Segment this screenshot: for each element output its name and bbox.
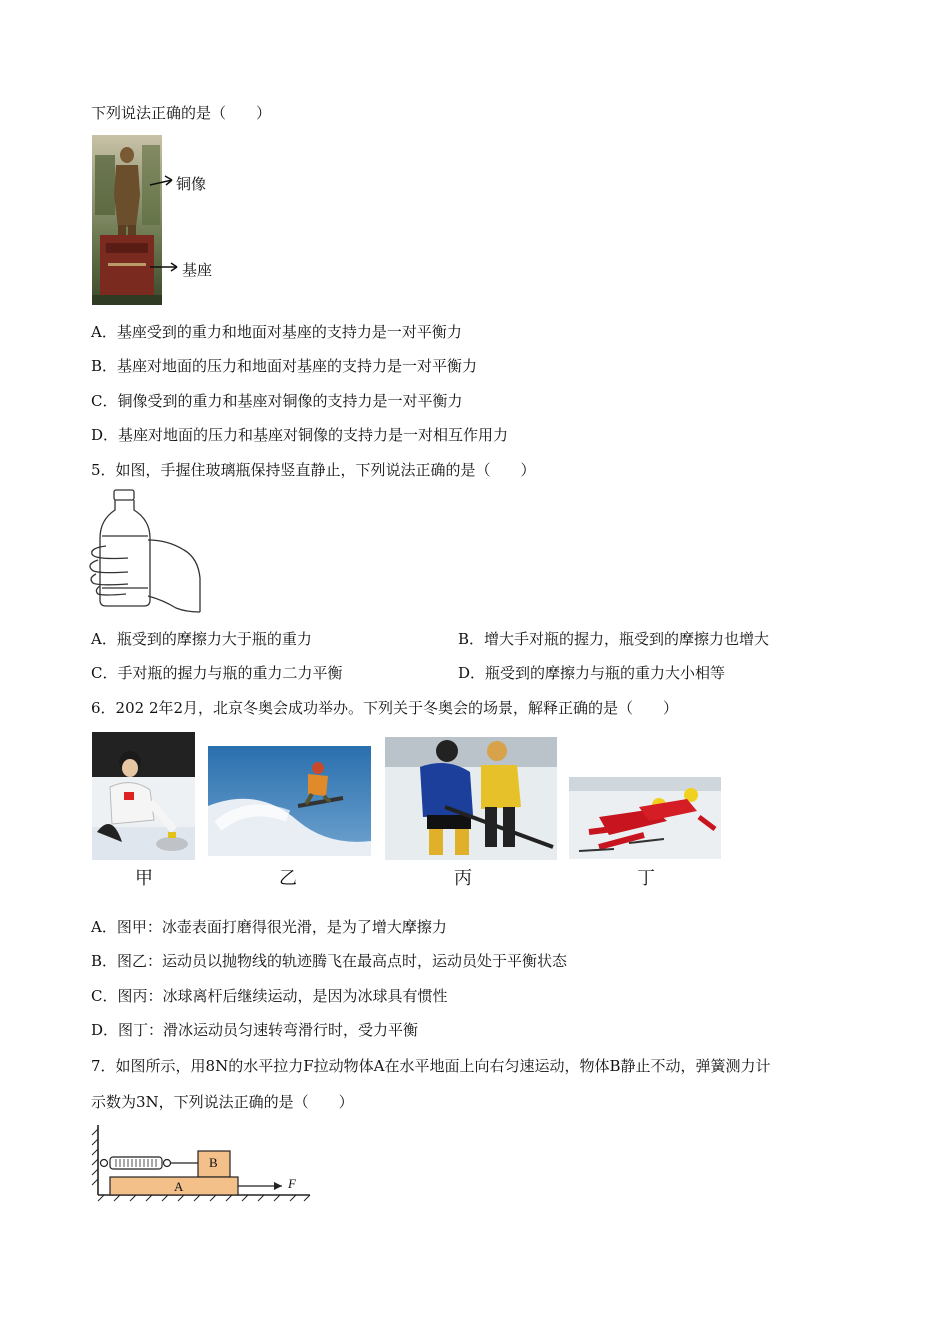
- q5-option-c: C．手对瓶的握力与瓶的重力二力平衡: [91, 664, 343, 682]
- q5-option-b: B．增大手对瓶的握力，瓶受到的摩擦力也增大: [458, 630, 770, 648]
- bottle-hand-figure: [88, 488, 203, 614]
- q7-stem-line2: 示数为3N，下列说法正确的是（ ）: [91, 1093, 354, 1111]
- caption-yi: 乙: [279, 868, 297, 889]
- q7-stem-line1: 7．如图所示，用8N的水平拉力F拉动物体A在水平地面上向右匀速运动，物体B静止不动，弹簧测力计: [91, 1057, 771, 1075]
- q6-stem: 6．202 2年2月，北京冬奥会成功举办。下列关于冬奥会的场景，解释正确的是（ ）: [91, 699, 679, 717]
- photo-hockey: [385, 737, 557, 860]
- q4-option-c: C．铜像受到的重力和基座对铜像的支持力是一对平衡力: [91, 392, 463, 410]
- caption-bing: 丙: [454, 868, 472, 889]
- q5-option-a: A．瓶受到的摩擦力大于瓶的重力: [91, 630, 312, 648]
- q4-option-d: D．基座对地面的压力和基座对铜像的支持力是一对相互作用力: [91, 426, 509, 444]
- q6-option-a: A．图甲：冰壶表面打磨得很光滑，是为了增大摩擦力: [91, 918, 447, 936]
- q6-option-c: C．图丙：冰球离杆后继续运动，是因为冰球具有惯性: [91, 987, 448, 1005]
- q6-option-b: B．图乙：运动员以抛物线的轨迹腾飞在最高点时，运动员处于平衡状态: [91, 952, 568, 970]
- q4-option-b: B．基座对地面的压力和地面对基座的支持力是一对平衡力: [91, 357, 478, 375]
- spring-scale-figure: [90, 1123, 315, 1203]
- q4-stem: 下列说法正确的是（ ）: [91, 104, 272, 122]
- label-base: 基座: [182, 261, 213, 279]
- caption-jia: 甲: [135, 868, 153, 889]
- label-block-a: A: [174, 1179, 184, 1194]
- label-statue: 铜像: [176, 175, 207, 193]
- label-block-b: B: [209, 1155, 218, 1170]
- q5-option-d: D．瓶受到的摩擦力与瓶的重力大小相等: [458, 664, 726, 682]
- q6-option-d: D．图丁：滑冰运动员匀速转弯滑行时，受力平衡: [91, 1021, 419, 1039]
- photo-speed-skating: [569, 777, 721, 859]
- q5-stem: 5．如图，手握住玻璃瓶保持竖直静止，下列说法正确的是（ ）: [91, 461, 536, 479]
- photo-curling: [92, 732, 195, 860]
- label-force-f: F: [288, 1176, 296, 1191]
- photo-snowboard: [208, 746, 371, 856]
- caption-ding: 丁: [637, 868, 655, 889]
- q4-option-a: A．基座受到的重力和地面对基座的支持力是一对平衡力: [91, 323, 462, 341]
